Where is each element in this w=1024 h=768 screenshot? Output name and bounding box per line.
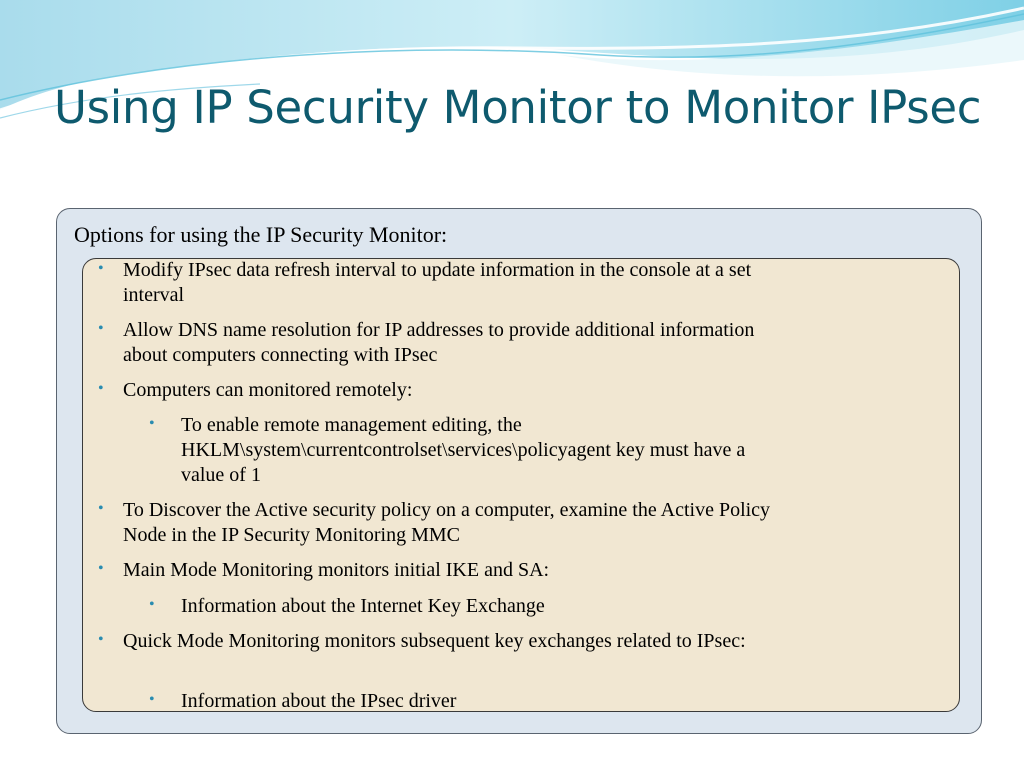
list-item-text: Main Mode Monitoring monitors initial IKE and SA: <box>123 559 550 581</box>
bullet-icon: • <box>149 596 155 613</box>
list-item <box>98 378 783 403</box>
list-item-text: Modify IPsec data refresh interval to update information in the console at a set interval <box>123 259 752 306</box>
list-item <box>98 498 783 548</box>
slide-title: Using IP Security Monitor to Monitor IPsec <box>54 81 982 134</box>
bullet-icon: • <box>98 320 104 337</box>
list-item <box>98 258 783 308</box>
list-item-text: Allow DNS name resolution for IP addresses to provide additional information about computers connecting with IPsec <box>123 319 755 366</box>
bullet-icon: • <box>149 691 155 708</box>
bullet-icon: • <box>98 560 104 577</box>
intro-text: Options for using the IP Security Monitor: <box>74 222 448 247</box>
bullet-icon: • <box>98 500 104 517</box>
list-item <box>98 318 783 368</box>
list-subitem <box>149 689 781 714</box>
list-subitem <box>149 594 781 619</box>
list-item-text: Quick Mode Monitoring monitors subsequent key exchanges related to IPsec: <box>123 630 746 652</box>
list-subitem <box>149 413 781 488</box>
list-item-text: Computers can monitored remotely: <box>123 379 413 401</box>
list-item-text: To enable remote management editing, the HKLM\system\currentcontrolset\services\policyagent key must have a value of 1 <box>181 414 746 486</box>
list-item-text: Information about the IPsec driver <box>181 690 457 712</box>
bullet-icon: • <box>98 631 104 648</box>
list-item <box>98 558 783 583</box>
list-item-text: To Discover the Active security policy on a computer, examine the Active Policy Node in the IP Security Monitoring MMC <box>123 499 771 546</box>
bullet-icon: • <box>98 260 104 277</box>
list-item-text: Information about the Internet Key Exchange <box>181 595 545 617</box>
bullet-icon: • <box>98 380 104 397</box>
list-item <box>98 629 753 654</box>
bullet-icon: • <box>149 415 155 432</box>
